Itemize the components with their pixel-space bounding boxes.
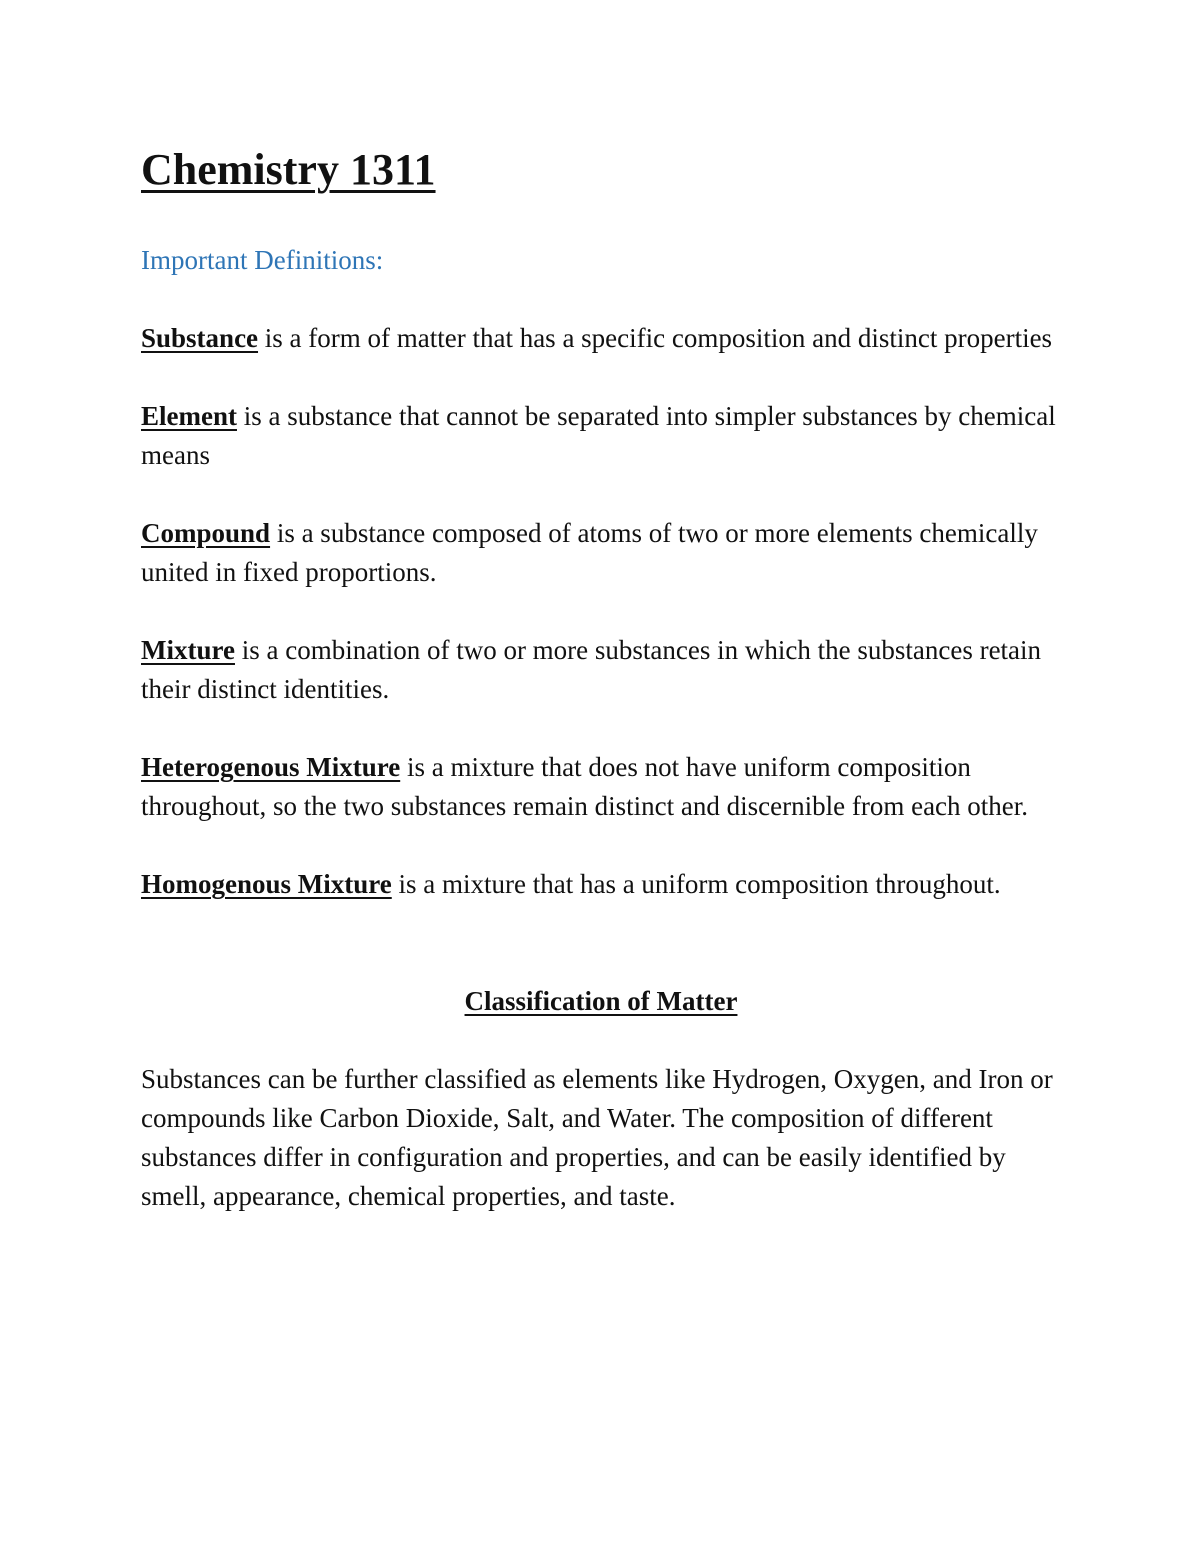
definition-text: is a form of matter that has a specific composition and distinct properties	[258, 323, 1053, 353]
section-heading: Classification of Matter	[464, 986, 738, 1016]
definition-substance	[141, 319, 1061, 358]
section-paragraph: Substances can be further classified as elements like Hydrogen, Oxygen, and Iron or compounds like Carbon Dioxide, Salt, and Water. The composition of different substances differ in configuration and properties, and can be easily identified by smell, appearance, chemical properties, and taste.	[141, 1064, 1053, 1211]
definition-term: Homogenous Mixture	[141, 869, 392, 899]
definition-heterogenous-mixture	[141, 748, 1061, 826]
document-title: Chemistry 1311	[141, 145, 436, 194]
definition-text: is a combination of two or more substances in which the substances retain their distinct identities.	[141, 635, 1042, 704]
definition-text: is a mixture that has a uniform composition throughout.	[391, 869, 1001, 899]
definition-text: is a substance composed of atoms of two or more elements chemically united in fixed proportions.	[141, 518, 1038, 587]
definitions-list	[141, 319, 1061, 904]
definition-mixture	[141, 631, 1061, 709]
definition-term: Element	[141, 401, 237, 431]
definition-term: Mixture	[141, 635, 235, 665]
document-content	[141, 138, 1061, 1216]
definition-term: Heterogenous Mixture	[141, 752, 401, 782]
definition-text: is a mixture that does not have uniform composition throughout, so the two substances remain distinct and discernible from each other.	[141, 752, 1029, 821]
definition-text: is a substance that cannot be separated into simpler substances by chemical means	[141, 401, 1056, 470]
definitions-subtitle: Important Definitions:	[141, 245, 384, 275]
definition-element	[141, 397, 1061, 475]
definition-term: Substance	[141, 323, 259, 353]
definition-compound	[141, 514, 1061, 592]
definition-term: Compound	[141, 518, 271, 548]
definition-homogenous-mixture	[141, 865, 1061, 904]
